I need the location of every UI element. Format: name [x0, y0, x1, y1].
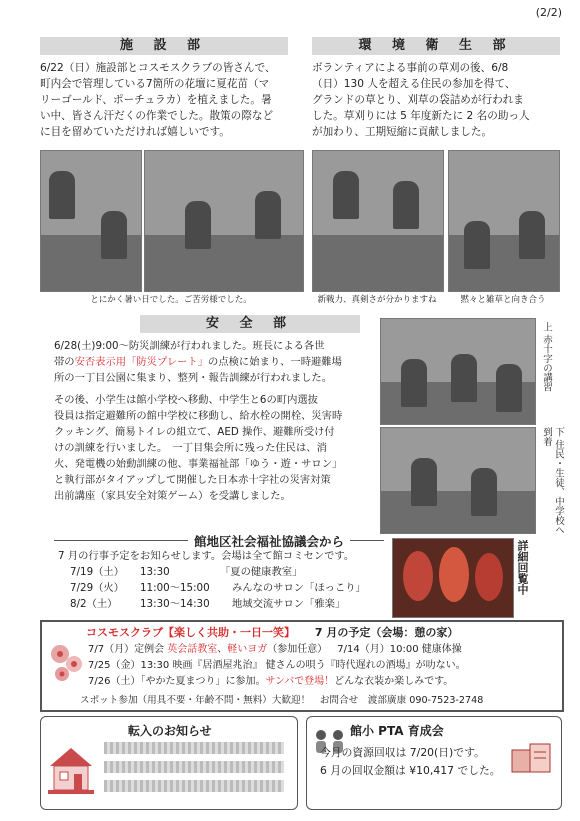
- safety-text: 帯の: [54, 356, 75, 368]
- redacted-entries: [104, 742, 284, 802]
- safety-line: その後、小学生は館小学校へ移動、中学生と6の町内選抜: [54, 394, 318, 406]
- environment-line: （日）130 人を超える住民の参加を得て、: [312, 78, 516, 90]
- welfare-intro: 7 月の行事予定をお知らせします。会場は全て館コミセンです。: [58, 550, 355, 562]
- safety-line: と執行部がタイアップして開催した日本赤十字社の災害対策: [54, 474, 331, 486]
- welfare-event: [70, 596, 380, 612]
- welfare-title: 館地区社会福祉協議会から: [188, 532, 350, 550]
- facility-section-title: 施 設 部: [40, 37, 288, 55]
- cosmos-line: 7/25（金）13:30 映画『居酒屋兆治』 健さんの唄う『時代遅れの酒場』が叻ない。: [88, 660, 466, 671]
- safety-section-title: 安 全 部: [140, 315, 360, 333]
- safety-line: 役員は指定避難所の館中学校に移動し、給水栓の開栓、災害時: [54, 410, 343, 422]
- event-name: 「夏の健康教室」: [220, 566, 303, 578]
- environment-line: グランドの草とり、刈草の袋詰めが行われま: [312, 94, 524, 106]
- cosmos-text: 7/26（土）「やかた夏まつり」に参加。: [88, 676, 266, 687]
- cosmos-header: [86, 624, 458, 640]
- pta-body: [320, 744, 501, 780]
- safety-line: 6/28(土)9:00～防災訓練が行われました。班長による各世: [54, 340, 325, 352]
- cosmos-title: コスモスクラブ【楽しく共助・一日一笑】: [86, 626, 295, 639]
- welfare-event: [70, 580, 380, 596]
- event-name: 地域交流サロン「雅楽」: [232, 598, 346, 610]
- event-time: 11:00～15:00: [140, 582, 210, 594]
- safety-caption-bottom: 下 住民・生徒、中学校へ到着: [541, 427, 564, 535]
- house-icon: [46, 740, 96, 800]
- event-time: 13:30: [140, 566, 170, 578]
- safety-highlight: 安否表示用「防災プレート」: [74, 356, 209, 368]
- environment-caption-left: 新戦力、真剣さが分かりますね: [317, 295, 437, 305]
- facility-line: に目を留めていただければ嬉しいです。: [40, 126, 230, 138]
- facility-body: [40, 60, 302, 140]
- safety-body: [54, 338, 372, 504]
- cosmos-highlight: 軽いヨガ: [227, 644, 268, 655]
- event-date: 7/29（火）: [70, 582, 125, 594]
- facility-photo-caption: とにかく暑い日でした。ご苦労様でした。: [90, 295, 252, 305]
- pta-line: 今月の資源回収は 7/20(日)です。: [320, 746, 485, 759]
- recycling-icon: [508, 736, 554, 776]
- event-time: 13:30～14:30: [140, 598, 210, 610]
- event-date: 8/2（土）: [70, 598, 118, 610]
- safety-line: けの訓練を行いました。 一丁目集会所に残った住民は、消: [54, 442, 327, 454]
- facility-photo-1: [40, 150, 142, 292]
- facility-line: 6/22（日）施設部とコスモスクラブの皆さんで、: [40, 62, 276, 74]
- welfare-event: [70, 564, 380, 580]
- cosmos-text: 、: [217, 644, 228, 655]
- safety-line: 出前講座（家具安全対策ゲーム）を受講しました。: [54, 490, 291, 502]
- safety-text: の点検に始まり、一時避難場: [208, 356, 342, 368]
- facility-photo-2: [144, 150, 304, 292]
- environment-line: ボランティアによる事前の草刈の後、6/8: [312, 62, 509, 74]
- flower-icon: [46, 640, 86, 690]
- safety-photo-top: [380, 318, 536, 425]
- environment-caption-right: 黙々と雑草と向き合う: [460, 295, 546, 305]
- environment-photo-2: [448, 150, 560, 292]
- details-notice: 詳細回覧中: [516, 540, 529, 595]
- cosmos-text: 7/7（月）定例会: [88, 644, 165, 655]
- environment-section-title: 環 境 衛 生 部: [312, 37, 560, 55]
- cosmos-schedule: 7 月の予定（会場：憩の家）: [314, 626, 459, 639]
- facility-line: い中、皆さん汗だくの作業でした。散策の際など: [40, 110, 274, 122]
- cosmos-highlight: サンバで登場！: [265, 676, 335, 687]
- event-date: 7/19（土）: [70, 566, 125, 578]
- page-number: (2/2): [535, 6, 562, 19]
- cosmos-highlight: 英会話教室: [167, 644, 218, 655]
- cosmos-text: 7/14（月）10:00 健康体操: [337, 644, 462, 655]
- facility-line: 町内会で管理している7箇所の花壇に夏花苗（マ: [40, 78, 270, 90]
- facility-line: リーゴールド、ポーチュラカ）を植えました。暑: [40, 94, 272, 106]
- welfare-event-list: [70, 564, 380, 612]
- environment-body: [312, 60, 574, 140]
- pta-title: 館小 PTA 育成会: [350, 724, 444, 738]
- environment-line: した。草刈りには 5 年度新たに 2 名の助っ人: [312, 110, 530, 122]
- cosmos-line: [88, 674, 558, 690]
- safety-line: 火、発電機の始動訓練の他、事業福祉部「ゆう・遊・サロン」: [54, 458, 343, 470]
- pta-line: 6 月の回収金額は ¥10,417 でした。: [320, 764, 501, 777]
- event-name: みんなのサロン「ほっこり」: [232, 582, 366, 594]
- environment-line: が加わり、工期短縮に貢献しました。: [312, 126, 493, 138]
- safety-line: [54, 354, 372, 370]
- safety-line: 所の一丁目公園に集まり、整列・報告訓練が行われました。: [54, 372, 333, 384]
- moving-title: 転入のお知らせ: [128, 724, 212, 738]
- safety-photo-bottom: [380, 427, 536, 534]
- cosmos-body: [88, 642, 558, 690]
- cosmos-text: どんな衣装か楽しみです。: [334, 676, 454, 687]
- cosmos-text: （参加任意）: [267, 644, 328, 655]
- environment-photo-1: [312, 150, 444, 292]
- safety-line: クッキング、簡易トイレの組立て、AED 操作、避難所受け付: [54, 426, 335, 438]
- lantern-photo: [392, 538, 514, 618]
- cosmos-line: [88, 642, 558, 658]
- safety-caption-top: 上 赤十字の講習: [541, 322, 552, 392]
- cosmos-contact: スポット参加（用具不要・年齢不問・無料）大歓迎！ お問合せ 渡部廣康 090-7523-2748: [80, 695, 484, 706]
